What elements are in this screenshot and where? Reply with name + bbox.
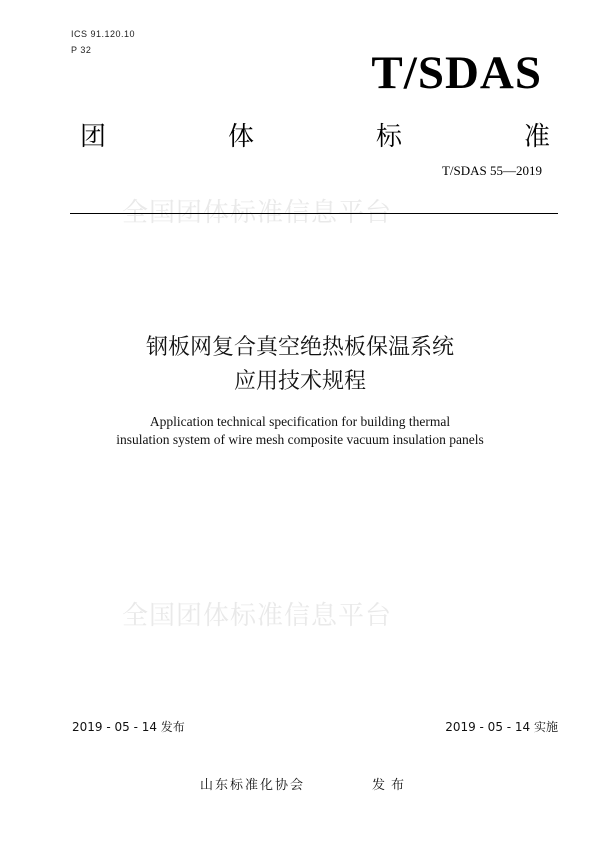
watermark-top: 全国团体标准信息平台: [122, 198, 393, 228]
ccs-code: P 32: [71, 45, 92, 55]
standard-type-char: 标: [375, 122, 402, 152]
issue-date: 2019 - 05 - 14 发布: [72, 720, 185, 734]
publish-action: 发布: [372, 778, 411, 793]
header-divider: [70, 213, 558, 214]
watermark-middle: 全国团体标准信息平台: [122, 601, 393, 631]
title-en-line1: Application technical specification for building thermal: [149, 414, 451, 429]
standard-type-char: 准: [523, 122, 550, 152]
title-en-line2: insulation system of wire mesh composite vacuum insulation panels: [116, 432, 484, 447]
title-cn-line2: 应用技术规程: [233, 369, 366, 394]
ics-code: ICS 91.120.10: [71, 29, 136, 39]
standard-type-char: 体: [227, 122, 254, 152]
standard-type-heading: [80, 116, 550, 153]
standard-logo: T/SDAS: [371, 47, 542, 99]
publisher-name: 山东标准化协会: [200, 778, 306, 793]
implement-date: 2019 - 05 - 14 实施: [445, 720, 558, 734]
standard-number: T/SDAS 55—2019: [441, 163, 542, 178]
standard-type-char: 团: [80, 122, 107, 152]
title-cn-line1: 钢板网复合真空绝热板保温系统: [145, 335, 454, 360]
